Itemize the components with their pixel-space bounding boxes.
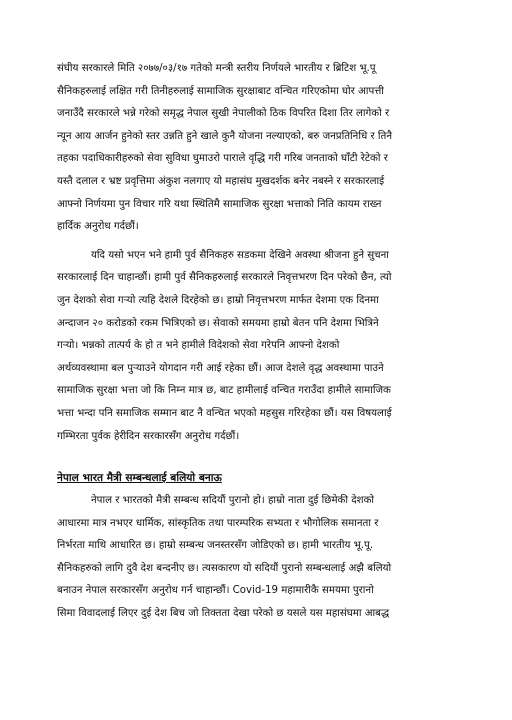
text-line: जनाउँदै सरकारले भन्ने गरेको समृद्ध नेपाल सुखी नेपालीको ठिक विपरित दिशा तिर लागेको र — [57, 108, 390, 120]
text-line: आधारमा मात्र नभएर धार्मिक, सांस्कृतिक तथा पारम्परिक सभ्यता र भौगोलिक समानता र — [57, 517, 379, 529]
text-line: नेपाल र भारतको मैत्री सम्बन्ध सदियौं पुरानो हो। हाम्रो नाता दुई छिमेकी देशको — [91, 495, 375, 507]
text-line: अर्थव्यवस्थामा बल पुऱ्याउने योगदान गरी आई रहेका छौं। आज देशले वृद्ध अवस्थामा पाउने — [57, 362, 384, 374]
text-line: हार्दिक अनुरोध गर्दछौं। — [57, 221, 139, 233]
text-line: भत्ता भन्दा पनि समाजिक सम्मान बाट नै वन्चित भएको महसुस गरिरहेका छौं। यस विषयलाई — [57, 407, 392, 419]
text-line: अन्दाजन २० करोडको रकम भित्रिएको छ। सेवाको समयमा हाम्रो बेतन पनि देशमा भित्रिने — [57, 317, 379, 329]
text-line: आफ्नो निर्णयमा पुन विचार गरि यथा स्थितिमै सामाजिक सुरक्षा भत्ताको निति कायम राख्न — [57, 198, 382, 210]
text-line: सैनिकहरुलाई लक्षित गरी तिनीहरुलाई सामाजिक सुरक्षाबाट वन्चित गरिएकोमा घोर आपत्ती — [57, 85, 384, 97]
text-line: संघीय सरकारले मिति २०७७/०३/१७ गतेको मन्त्री स्तरीय निर्णयले भारतीय र ब्रिटिश भू.पू — [57, 63, 376, 74]
document-body — [57, 58, 457, 626]
text-line: गम्भिरता पुर्वक हेरीदिन सरकारसँग अनुरोध गर्दछौं। — [57, 430, 240, 442]
text-line: सिमा विवादलाई लिएर दुई देश बिच जो तिक्तता देखा परेको छ यसले यस महासंघमा आबद्ध — [57, 608, 390, 620]
text-line: यदि यसो भएन भने हामी पुर्व सैनिकहरु सडकमा देखिने अवस्था श्रीजना हुने सुचना — [91, 249, 389, 261]
paragraph-nepal-india-relations — [57, 490, 457, 626]
text-line: तहका पदाधिकारीहरुको सेवा सुविधा घुमाउरो पाराले वृद्धि गरी गरिब जनताको घाँटी रेटेको र — [57, 153, 388, 165]
paragraph-warning-notice — [57, 245, 457, 448]
paragraph-social-security — [57, 58, 457, 239]
section-heading: नेपाल भारत मैत्री सम्बन्धलाई बलियो बनाऊ — [57, 472, 222, 485]
text-line: गऱ्यो। भन्नको तात्पर्य के हो त भने हामीले विदेशको सेवा गरेपनि आफ्नो देशको — [57, 340, 340, 352]
text-line: निर्भरता माथि आधारित छ। हाम्रो सम्बन्ध जनस्तरसँग जोडिएको छ। हामी भारतीय भू.पू. — [57, 540, 374, 552]
text-line: जुन देशको सेवा गऱ्यो त्यहि देशले दिरहेको छ। हाम्रो निवृत्तभरण मार्फत देशमा एक दिनमा — [57, 294, 379, 306]
text-line: सैनिकहरुको लागि दुवै देश बन्दनीए छ। त्यसकारण यो सदियौं पुरानो सम्बन्धलाई अझै बलियो — [57, 562, 392, 574]
text-line: बनाउन नेपाल सरकारसँग अनुरोध गर्न चाहान्छौं। Covid-19 महामारीकै समयमा पुरानो — [57, 585, 374, 597]
text-line: सरकारलाई दिन चाहान्छौं। हामी पुर्व सैनिकहरुलाई सरकारले निवृत्तभरण दिन परेको छैन, त्यो — [57, 272, 392, 284]
text-line: सामाजिक सुरक्षा भत्ता जो कि निम्न मात्र छ, बाट हामीलाई वन्चित गराउँदा हामीले सामाजिक — [57, 385, 391, 397]
text-line: न्यून आय आर्जन हुनेको स्तर उन्नति हुने खाले कुनै योजना नल्याएको, बरु जनप्रतिनिधि र तिनै — [57, 130, 392, 142]
text-line: यस्तै दलाल र भ्रष्ट प्रवृत्तिमा अंकुश नलगाए यो महासंघ मुखदर्शक बनेर नबस्ने र सरकारलाई — [57, 175, 385, 187]
